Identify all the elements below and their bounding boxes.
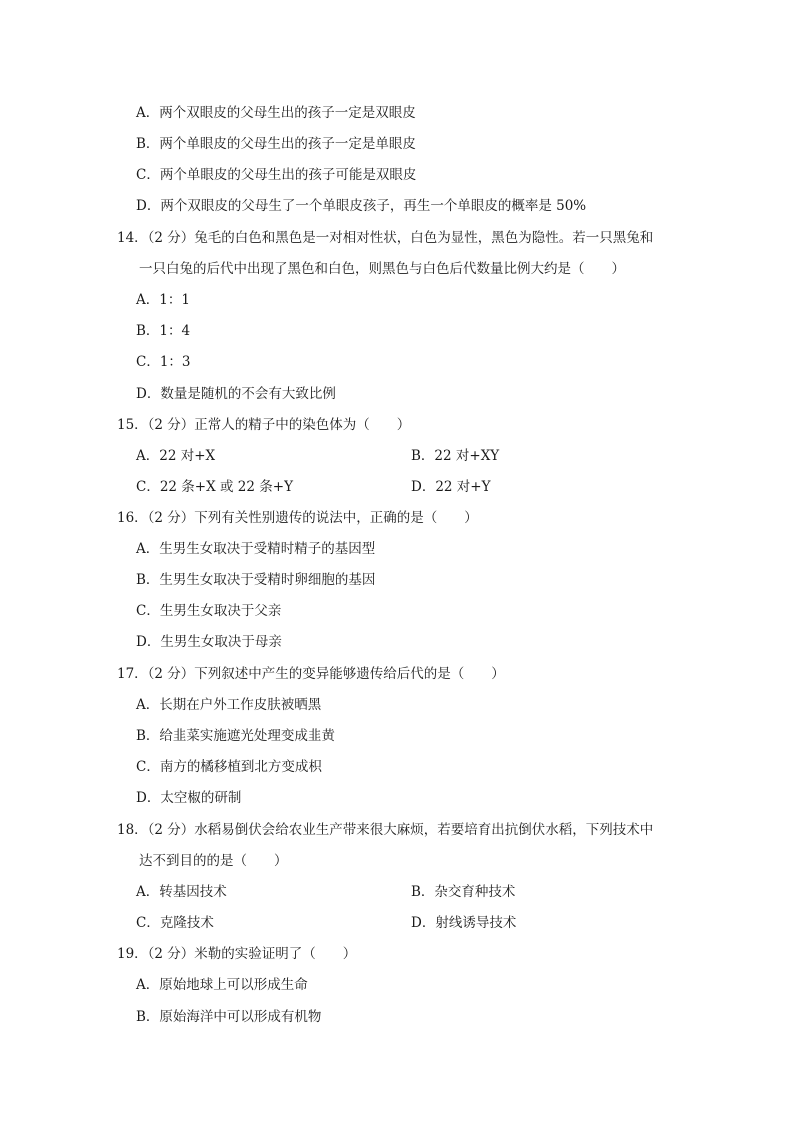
q18-option-d: D．射线诱导技术 <box>411 915 517 931</box>
q17-option-a: A．长期在户外工作皮肤被晒黑 <box>136 697 322 713</box>
q18-option-c: C．克隆技术 <box>136 915 214 931</box>
q15-stem: 15．（2 分）正常人的精子中的染色体为（ ） <box>117 417 411 433</box>
q19-option-a: A．原始地球上可以形成生命 <box>136 977 308 993</box>
q15-option-c: C．22 条+X 或 22 条+Y <box>136 479 293 495</box>
q14-option-c: C．1：3 <box>136 354 191 370</box>
q16-option-a: A．生男生女取决于受精时精子的基因型 <box>136 541 376 557</box>
q17-option-b: B．给韭菜实施遮光处理变成韭黄 <box>136 728 335 744</box>
q16-option-b: B．生男生女取决于受精时卵细胞的基因 <box>136 572 376 588</box>
q19-option-b: B．原始海洋中可以形成有机物 <box>136 1009 322 1025</box>
q14-option-b: B．1：4 <box>136 323 191 339</box>
q18-option-b: B．杂交育种技术 <box>411 884 516 900</box>
q15-option-b: B．22 对+XY <box>411 448 500 464</box>
q15-option-d: D．22 对+Y <box>411 479 491 495</box>
q17-stem: 17．（2 分）下列叙述中产生的变异能够遗传给后代的是（ ） <box>117 666 505 682</box>
q18-option-a: A．转基因技术 <box>136 884 227 900</box>
q13-option-b: B．两个单眼皮的父母生出的孩子一定是单眼皮 <box>136 136 416 152</box>
q14-stem: 14．（2 分）兔毛的白色和黑色是一对相对性状，白色为显性，黑色为隐性。若一只黑兔和 <box>117 230 654 246</box>
q17-option-c: C．南方的橘移植到北方变成枳 <box>136 759 322 775</box>
q14-option-d: D．数量是随机的不会有大致比例 <box>136 386 336 402</box>
q14-stem-cont: 一只白兔的后代中出现了黑色和白色，则黑色与白色后代数量比例大约是（ ） <box>139 261 625 277</box>
q15-option-a: A．22 对+X <box>136 448 216 464</box>
q14-option-a: A．1：1 <box>136 292 190 308</box>
q13-option-c: C．两个单眼皮的父母生出的孩子可能是双眼皮 <box>136 167 417 183</box>
q13-option-d: D．两个双眼皮的父母生了一个单眼皮孩子，再生一个单眼皮的概率是 50% <box>136 198 587 214</box>
q16-option-d: D．生男生女取决于母亲 <box>136 634 282 650</box>
q17-option-d: D．太空椒的研制 <box>136 790 242 806</box>
q18-stem: 18．（2 分）水稻易倒伏会给农业生产带来很大麻烦，若要培育出抗倒伏水稻，下列技术中 <box>117 822 654 838</box>
q16-option-c: C．生男生女取决于父亲 <box>136 603 282 619</box>
q18-stem-cont: 达不到目的的是（ ） <box>139 853 288 869</box>
q16-stem: 16．（2 分）下列有关性别遗传的说法中，正确的是（ ） <box>117 510 478 526</box>
q13-option-a: A．两个双眼皮的父母生出的孩子一定是双眼皮 <box>136 105 416 121</box>
q19-stem: 19．（2 分）米勒的实验证明了（ ） <box>117 946 357 962</box>
